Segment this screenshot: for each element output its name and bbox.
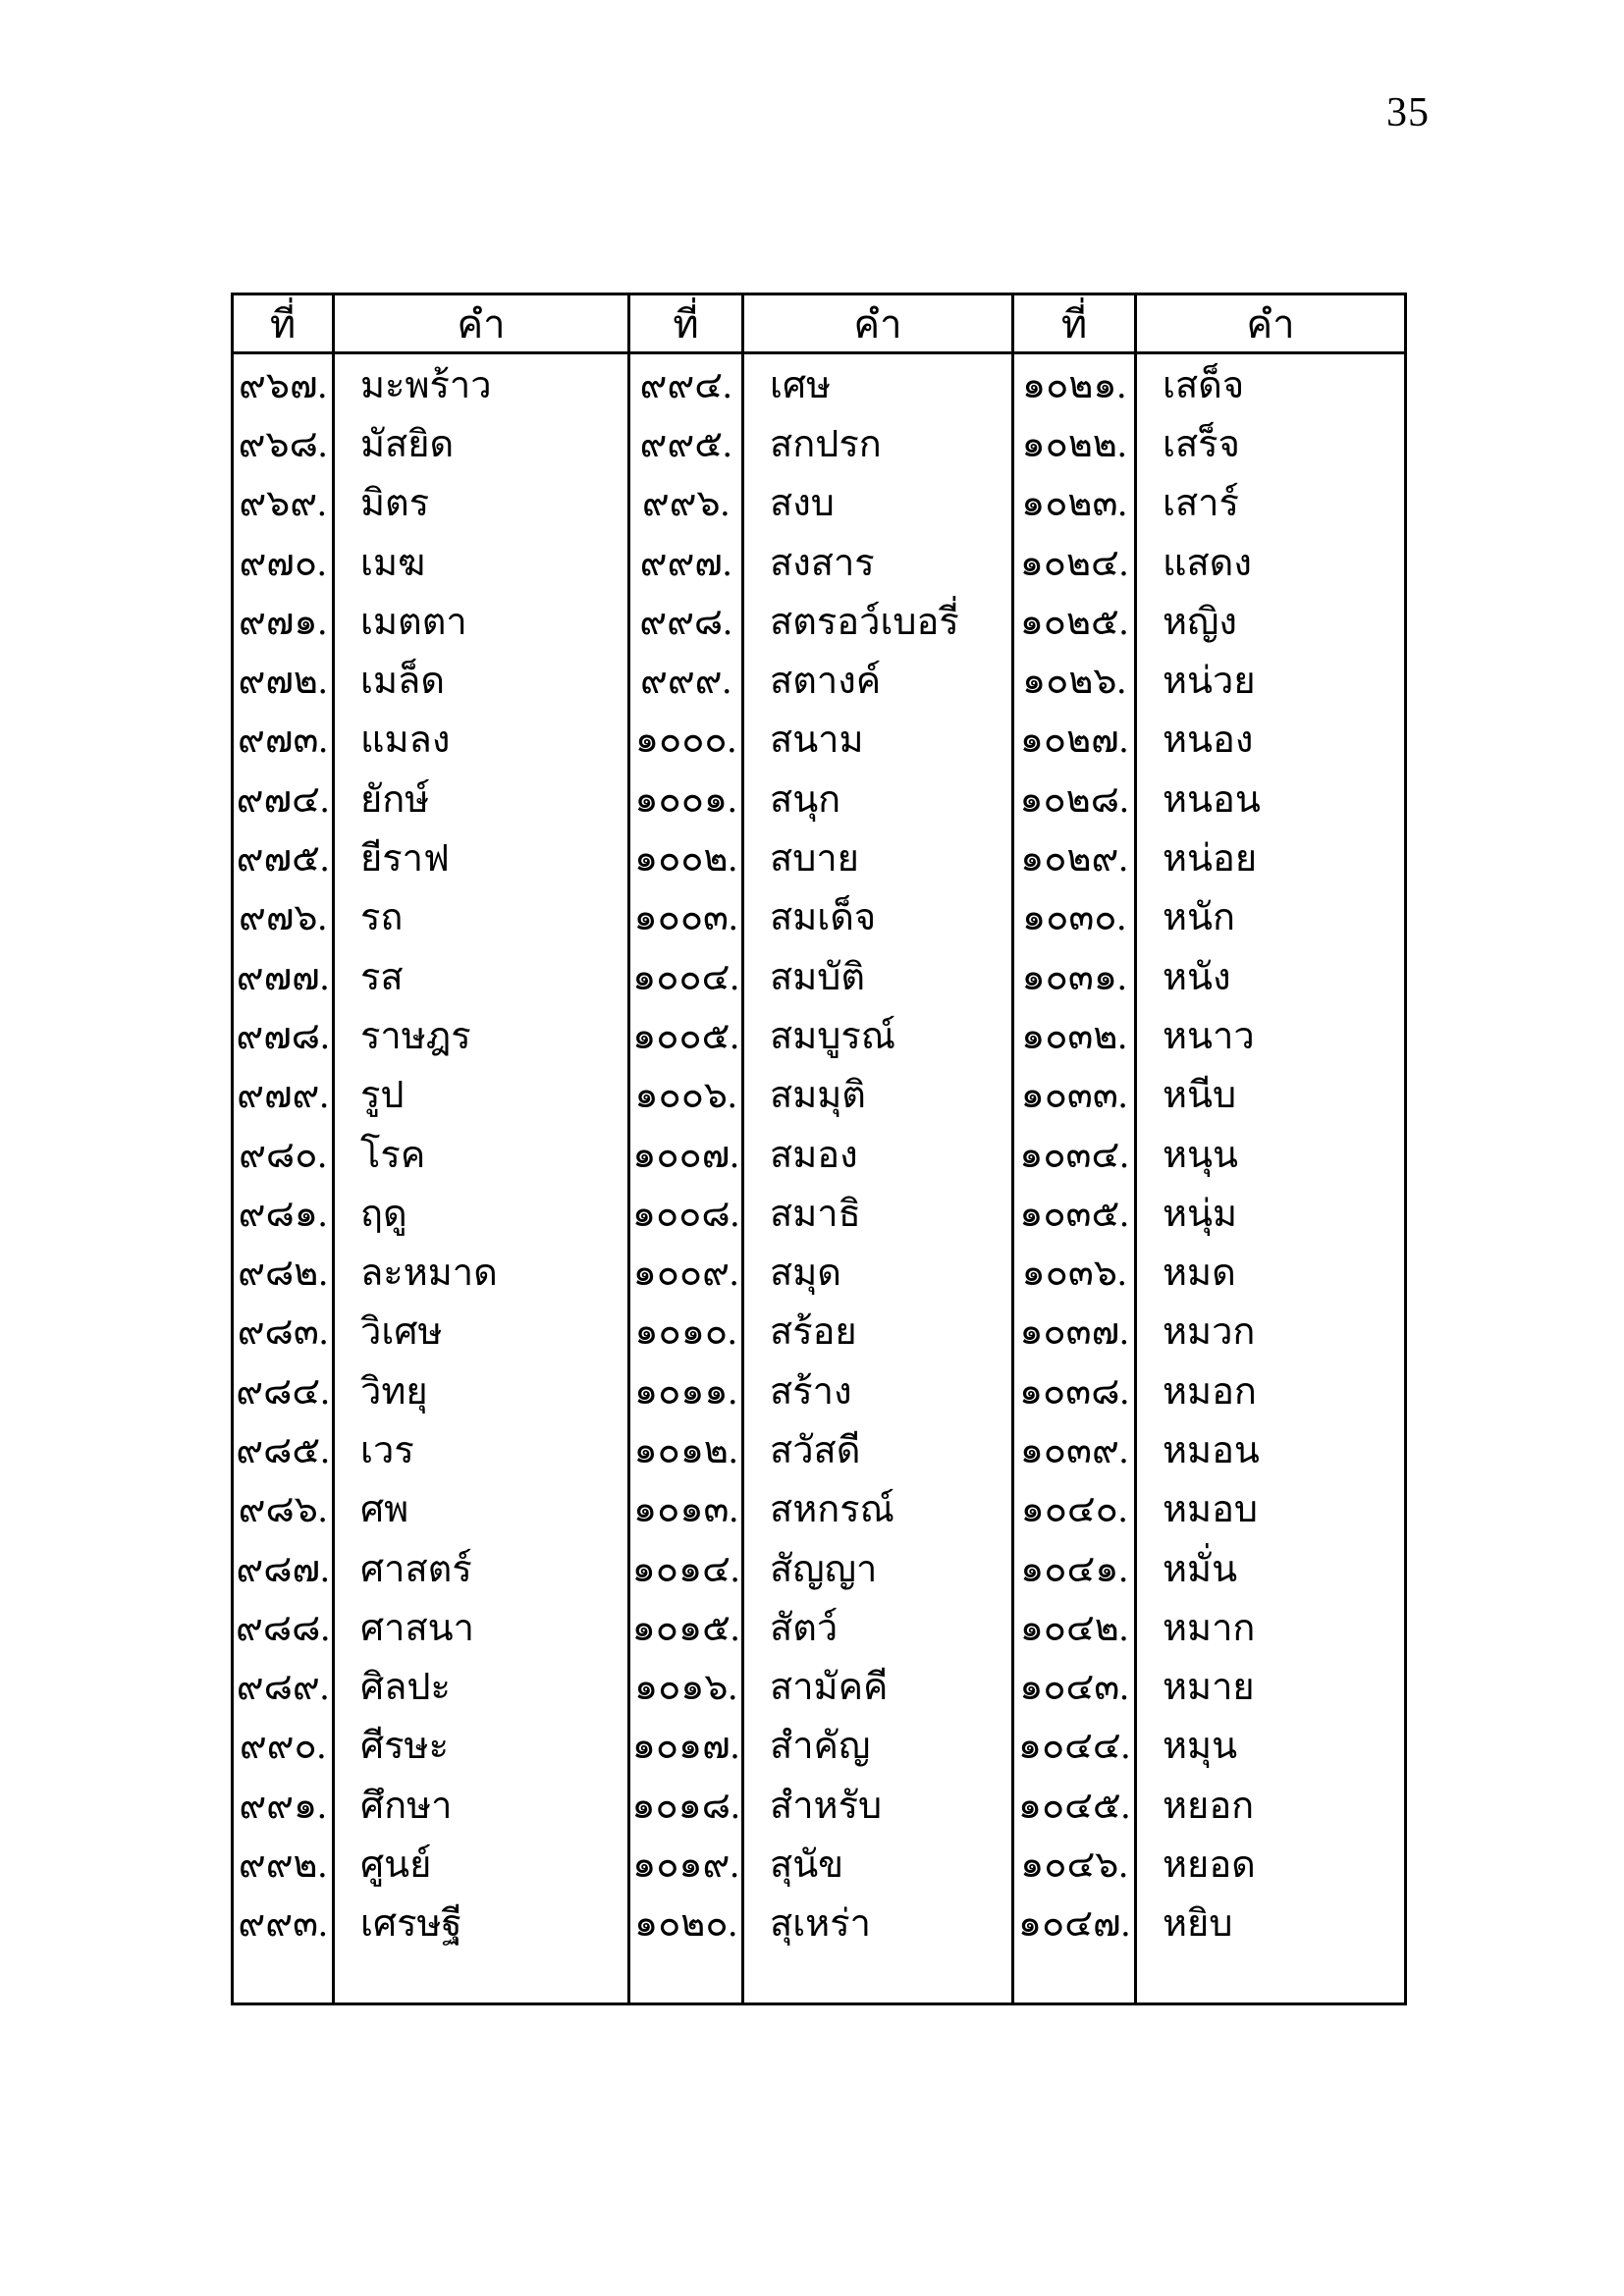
row-no-cell: ๑๐๒๖. <box>1014 650 1137 709</box>
row-word-cell: หนาว <box>1163 1015 1255 1057</box>
row-word-cell: มิตร <box>335 473 630 532</box>
row-word-cell: สุนัข <box>744 1834 1014 1893</box>
row-word-cell: หน่วย <box>1163 661 1256 703</box>
row-no-cell: ๑๐๒๒. <box>1014 413 1137 472</box>
row-word-cell: ศิลปะ <box>335 1657 630 1716</box>
row-no-cell: ๑๐๓๓. <box>1014 1065 1137 1124</box>
row-word-cell: สมาธิ <box>744 1183 1014 1242</box>
table-filler-cell <box>1014 1952 1137 2002</box>
row-word-cell: หน่อย <box>1163 838 1258 881</box>
row-word-cell: สร้อย <box>744 1302 1014 1361</box>
row-word-cell: สำหรับ <box>744 1775 1014 1834</box>
row-word-cell: เมตตา <box>335 591 630 650</box>
row-no-cell: ๑๐๐๙. <box>630 1242 744 1301</box>
row-no-cell: ๑๐๔๐. <box>1014 1479 1137 1538</box>
row-word-cell: หยิบ <box>1163 1903 1233 1946</box>
row-word-cell: ศาสนา <box>335 1597 630 1656</box>
row-no-cell: ๙๖๙. <box>234 473 335 532</box>
row-no-cell: ๑๐๔๖. <box>1014 1834 1137 1893</box>
row-no-cell: ๙๗๓. <box>234 710 335 769</box>
row-word-cell: วิเศษ <box>335 1302 630 1361</box>
row-word-cell: สงสาร <box>744 532 1014 591</box>
row-no-cell: ๑๐๑๘. <box>630 1775 744 1834</box>
row-word-cell: สามัคคี <box>744 1657 1014 1716</box>
row-word-cell: เมล็ด <box>335 650 630 709</box>
row-no-cell: ๙๙๖. <box>630 473 744 532</box>
row-no-cell: ๙๘๓. <box>234 1302 335 1361</box>
row-no-cell: ๑๐๐๕. <box>630 1005 744 1064</box>
header-word-cell: คำ <box>744 295 1014 354</box>
table-filler-cell <box>1137 1952 1404 2002</box>
row-word-cell: รถ <box>335 887 630 946</box>
row-no-cell: ๙๘๒. <box>234 1242 335 1301</box>
row-no-cell: ๑๐๓๕. <box>1014 1183 1137 1242</box>
row-no-cell: ๑๐๒๕. <box>1014 591 1137 650</box>
row-no-cell: ๑๐๑๖. <box>630 1657 744 1716</box>
row-no-cell: ๙๘๘. <box>234 1597 335 1656</box>
row-no-cell: ๙๘๐. <box>234 1124 335 1183</box>
page-number: 35 <box>1386 90 1430 135</box>
row-no-cell: ๙๘๙. <box>234 1657 335 1716</box>
row-word-cell: มัสยิด <box>335 413 630 472</box>
table-filler-cell <box>234 1952 335 2002</box>
row-word-cell: สมบูรณ์ <box>744 1005 1014 1064</box>
row-word-cell: สนาม <box>744 710 1014 769</box>
row-word-cell: หนุน <box>1163 1134 1239 1176</box>
table-filler-cell <box>630 1952 744 2002</box>
row-word-cell: สมมุติ <box>744 1065 1014 1124</box>
row-word-cell: หมวก <box>1163 1311 1256 1354</box>
row-no-cell: ๑๐๔๑. <box>1014 1538 1137 1597</box>
row-no-cell: ๙๗๔. <box>234 769 335 828</box>
header-no-cell: ที่ <box>630 295 744 354</box>
table-filler-cell <box>335 1952 630 2002</box>
row-word-cell: รูป <box>335 1065 630 1124</box>
row-word-cell: หนอง <box>1163 720 1254 762</box>
row-word-cell: สกปรก <box>744 413 1014 472</box>
row-word-cell: เสาร์ <box>1163 483 1239 525</box>
row-no-cell: ๙๙๒. <box>234 1834 335 1893</box>
row-word-cell: แสดง <box>1163 542 1252 584</box>
row-word-cell: หมั่น <box>1163 1548 1238 1590</box>
row-no-cell: ๑๐๒๐. <box>630 1894 744 1952</box>
row-no-cell: ๑๐๑๑. <box>630 1361 744 1419</box>
row-word-cell: เสร็จ <box>1163 423 1240 465</box>
row-word-cell: หนัง <box>1163 956 1231 998</box>
row-word-cell: หยอด <box>1163 1844 1256 1887</box>
row-word-cell: หมุน <box>1163 1726 1238 1768</box>
row-word-cell: เวร <box>335 1419 630 1478</box>
row-no-cell: ๙๗๘. <box>234 1005 335 1064</box>
row-word-cell: สตรอว์เบอรี่ <box>744 591 1014 650</box>
row-no-cell: ๑๐๓๘. <box>1014 1361 1137 1419</box>
row-word-cell: สนุก <box>744 769 1014 828</box>
row-no-cell: ๑๐๔๕. <box>1014 1775 1137 1834</box>
row-word-cell: หนอน <box>1163 778 1261 821</box>
row-no-cell: ๑๐๑๙. <box>630 1834 744 1893</box>
row-no-cell: ๑๐๑๕. <box>630 1597 744 1656</box>
row-word-cell: สมเด็จ <box>744 887 1014 946</box>
row-word-cell: เสด็จ <box>1163 364 1245 406</box>
row-word-cell: สำคัญ <box>744 1716 1014 1775</box>
row-word-cell: โรค <box>335 1124 630 1183</box>
row-no-cell: ๑๐๔๒. <box>1014 1597 1137 1656</box>
row-word-cell: หนัก <box>1163 897 1236 939</box>
row-word-cell: สบาย <box>744 828 1014 886</box>
row-no-cell: ๑๐๐๓. <box>630 887 744 946</box>
row-word-cell: ฤดู <box>335 1183 630 1242</box>
row-word-cell: หมาก <box>1163 1607 1256 1649</box>
row-no-cell: ๑๐๐๖. <box>630 1065 744 1124</box>
row-no-cell: ๙๘๗. <box>234 1538 335 1597</box>
row-no-cell: ๑๐๓๙. <box>1014 1419 1137 1478</box>
row-no-cell: ๙๗๗. <box>234 946 335 1005</box>
row-no-cell: ๑๐๒๘. <box>1014 769 1137 828</box>
row-word-cell: ละหมาด <box>335 1242 630 1301</box>
row-word-cell: สหกรณ์ <box>744 1479 1014 1538</box>
row-no-cell: ๑๐๔๓. <box>1014 1657 1137 1716</box>
row-word-cell: สวัสดี <box>744 1419 1014 1478</box>
row-word-cell: สร้าง <box>744 1361 1014 1419</box>
row-no-cell: ๑๐๒๑. <box>1014 354 1137 413</box>
row-word-cell: หนีบ <box>1163 1075 1237 1117</box>
row-no-cell: ๙๗๙. <box>234 1065 335 1124</box>
row-no-cell: ๙๙๐. <box>234 1716 335 1775</box>
row-no-cell: ๑๐๐๘. <box>630 1183 744 1242</box>
row-no-cell: ๑๐๓๐. <box>1014 887 1137 946</box>
row-word-cell: วิทยุ <box>335 1361 630 1419</box>
row-no-cell: ๑๐๐๑. <box>630 769 744 828</box>
row-no-cell: ๙๗๑. <box>234 591 335 650</box>
row-no-cell: ๑๐๒๓. <box>1014 473 1137 532</box>
row-no-cell: ๙๘๖. <box>234 1479 335 1538</box>
row-no-cell: ๙๗๕. <box>234 828 335 886</box>
row-word-cell: แมลง <box>335 710 630 769</box>
row-word-cell: รส <box>335 946 630 1005</box>
row-no-cell: ๑๐๑๓. <box>630 1479 744 1538</box>
header-no-cell: ที่ <box>234 295 335 354</box>
row-word-cell: เมฆ <box>335 532 630 591</box>
row-no-cell: ๑๐๒๔. <box>1014 532 1137 591</box>
header-word-cell: คำ <box>1137 295 1404 354</box>
row-no-cell: ๙๖๘. <box>234 413 335 472</box>
row-word-cell: มะพร้าว <box>335 354 630 413</box>
row-no-cell: ๙๖๗. <box>234 354 335 413</box>
row-word-cell: เศรษฐี <box>335 1894 630 1952</box>
row-no-cell: ๙๙๙. <box>630 650 744 709</box>
row-no-cell: ๙๘๑. <box>234 1183 335 1242</box>
row-no-cell: ๑๐๔๔. <box>1014 1716 1137 1775</box>
row-word-cell: หญิง <box>1163 601 1237 643</box>
row-no-cell: ๑๐๔๗. <box>1014 1894 1137 1952</box>
row-no-cell: ๑๐๑๗. <box>630 1716 744 1775</box>
row-word-cell: หยอก <box>1163 1785 1255 1827</box>
word-table <box>231 293 1407 2005</box>
row-no-cell: ๙๙๓. <box>234 1894 335 1952</box>
row-no-cell: ๑๐๑๐. <box>630 1302 744 1361</box>
row-no-cell: ๑๐๓๖. <box>1014 1242 1137 1301</box>
row-word-cell: สตางค์ <box>744 650 1014 709</box>
row-word-cell: หมาย <box>1163 1667 1255 1709</box>
row-no-cell: ๑๐๓๔. <box>1014 1124 1137 1183</box>
row-word-cell: หมด <box>1163 1253 1236 1295</box>
row-word-cell: สัญญา <box>744 1538 1014 1597</box>
row-word-cell: หมอก <box>1163 1370 1257 1413</box>
row-no-cell: ๑๐๓๒. <box>1014 1005 1137 1064</box>
row-word-cell: ศึกษา <box>335 1775 630 1834</box>
row-word-cell: ยีราฟ <box>335 828 630 886</box>
row-no-cell: ๑๐๑๒. <box>630 1419 744 1478</box>
row-word-cell: ราษฎร <box>335 1005 630 1064</box>
row-no-cell: ๑๐๒๗. <box>1014 710 1137 769</box>
row-word-cell: สงบ <box>744 473 1014 532</box>
row-no-cell: ๑๐๓๗. <box>1014 1302 1137 1361</box>
row-no-cell: ๑๐๐๔. <box>630 946 744 1005</box>
row-no-cell: ๙๙๘. <box>630 591 744 650</box>
header-word-cell: คำ <box>335 295 630 354</box>
row-no-cell: ๑๐๐๗. <box>630 1124 744 1183</box>
row-word-cell: หนุ่ม <box>1163 1193 1238 1235</box>
row-no-cell: ๙๗๐. <box>234 532 335 591</box>
header-no-cell: ที่ <box>1014 295 1137 354</box>
row-word-cell: เศษ <box>744 354 1014 413</box>
row-no-cell: ๙๙๑. <box>234 1775 335 1834</box>
row-word-cell: สัตว์ <box>744 1597 1014 1656</box>
row-no-cell: ๙๗๖. <box>234 887 335 946</box>
row-word-cell: สมบัติ <box>744 946 1014 1005</box>
row-word-cell: หมอน <box>1163 1430 1260 1471</box>
row-no-cell: ๑๐๓๑. <box>1014 946 1137 1005</box>
row-word-cell: หมอบ <box>1163 1489 1259 1531</box>
row-no-cell: ๙๙๗. <box>630 532 744 591</box>
row-no-cell: ๙๙๔. <box>630 354 744 413</box>
row-no-cell: ๑๐๒๙. <box>1014 828 1137 886</box>
row-word-cell: สุเหร่า <box>744 1894 1014 1952</box>
row-word-cell: ศูนย์ <box>335 1834 630 1893</box>
row-word-cell: ศพ <box>335 1479 630 1538</box>
row-word-cell: ศาสตร์ <box>335 1538 630 1597</box>
row-no-cell: ๙๘๔. <box>234 1361 335 1419</box>
row-no-cell: ๑๐๐๐. <box>630 710 744 769</box>
row-no-cell: ๙๙๕. <box>630 413 744 472</box>
row-no-cell: ๑๐๑๔. <box>630 1538 744 1597</box>
row-no-cell: ๙๗๒. <box>234 650 335 709</box>
row-word-cell: ศีรษะ <box>335 1716 630 1775</box>
row-no-cell: ๙๘๕. <box>234 1419 335 1478</box>
row-word-cell: ยักษ์ <box>335 769 630 828</box>
row-word-cell: สมอง <box>744 1124 1014 1183</box>
table-filler-cell <box>744 1952 1014 2002</box>
row-word-cell: สมุด <box>744 1242 1014 1301</box>
row-no-cell: ๑๐๐๒. <box>630 828 744 886</box>
